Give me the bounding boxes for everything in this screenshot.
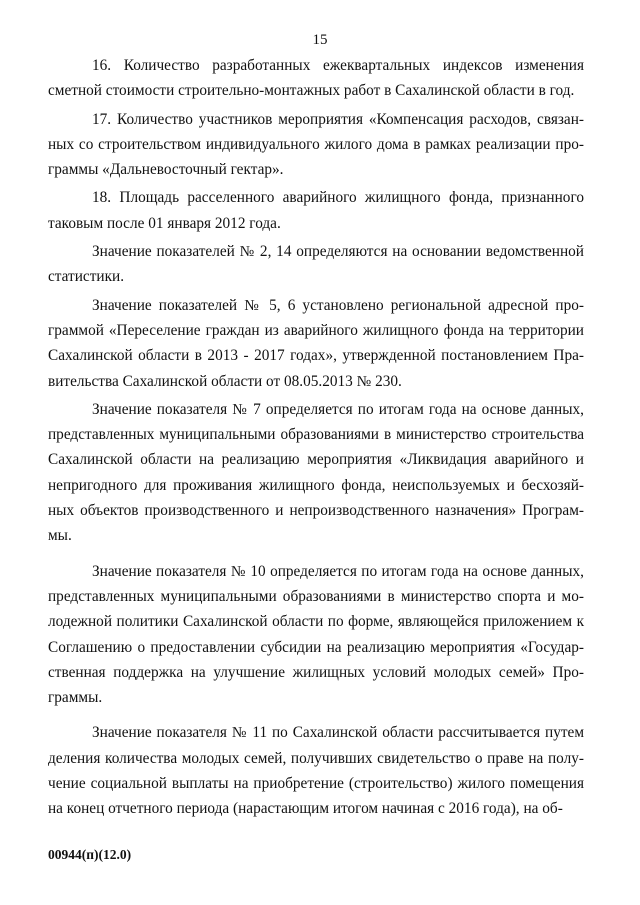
paragraph-indicators-5-6: Значение показателей № 5, 6 установлено региональной адресной программой «Переселение граждан из аварийного жилищного фонда на территории Сахалинской области в 2013 - 2017 годах», утвержденной постановлением Правительства Сахалинской области от 08.05.2013 № 230. xyxy=(48,296,584,390)
document-body xyxy=(48,53,584,827)
paragraph-indicator-17: 17. Количество участников мероприятия «Компенсация расходов, связанных со строительством индивидуального жилого дома в рамках реализации программы «Дальневосточный гектар». xyxy=(48,110,584,179)
page-number: 15 xyxy=(312,32,328,48)
paragraph-indicator-11: Значение показателя № 11 по Сахалинской области рассчитывается путем деления количества молодых семей, получивших свидетельство о праве на получение социальной выплаты на приобретение (строительство) жилого помещения на конец отчетного периода (нарастающим итогом начиная с 2016 года), на об- xyxy=(48,724,584,818)
paragraph-indicator-7: Значение показателя № 7 определяется по итогам года на основе данных, представленных муниципальными образованиями в министерство строительства Сахалинской области на реализацию мероприятия «Ликвидация аварийного и непригодного для проживания жилищного фонда, неиспользуемых и бесхозяйных объектов производственного и непроизводственного назначения» Программы. xyxy=(48,400,584,545)
paragraph-indicators-2-14: Значение показателей № 2, 14 определяются на основании ведомственной статистики. xyxy=(48,243,584,286)
document-code: 00944(п)(12.0) xyxy=(48,847,132,862)
paragraph-indicator-16: 16. Количество разработанных ежеквартальных индексов изменения сметной стоимости строительно-монтажных работ в Сахалинской области в год. xyxy=(48,57,584,100)
paragraph-indicator-18: 18. Площадь расселенного аварийного жилищного фонда, признанного таковым после 01 января 2012 года. xyxy=(48,189,584,232)
paragraph-indicator-10: Значение показателя № 10 определяется по итогам года на основе данных, представленных муниципальными образованиями в министерство спорта и молодежной политики Сахалинской области по форме, являющейся приложением к Соглашению о предоставлении субсидии на реализацию мероприятия «Государственная поддержка на улучшение жилищных условий молодых семей» Программы. xyxy=(48,562,584,707)
